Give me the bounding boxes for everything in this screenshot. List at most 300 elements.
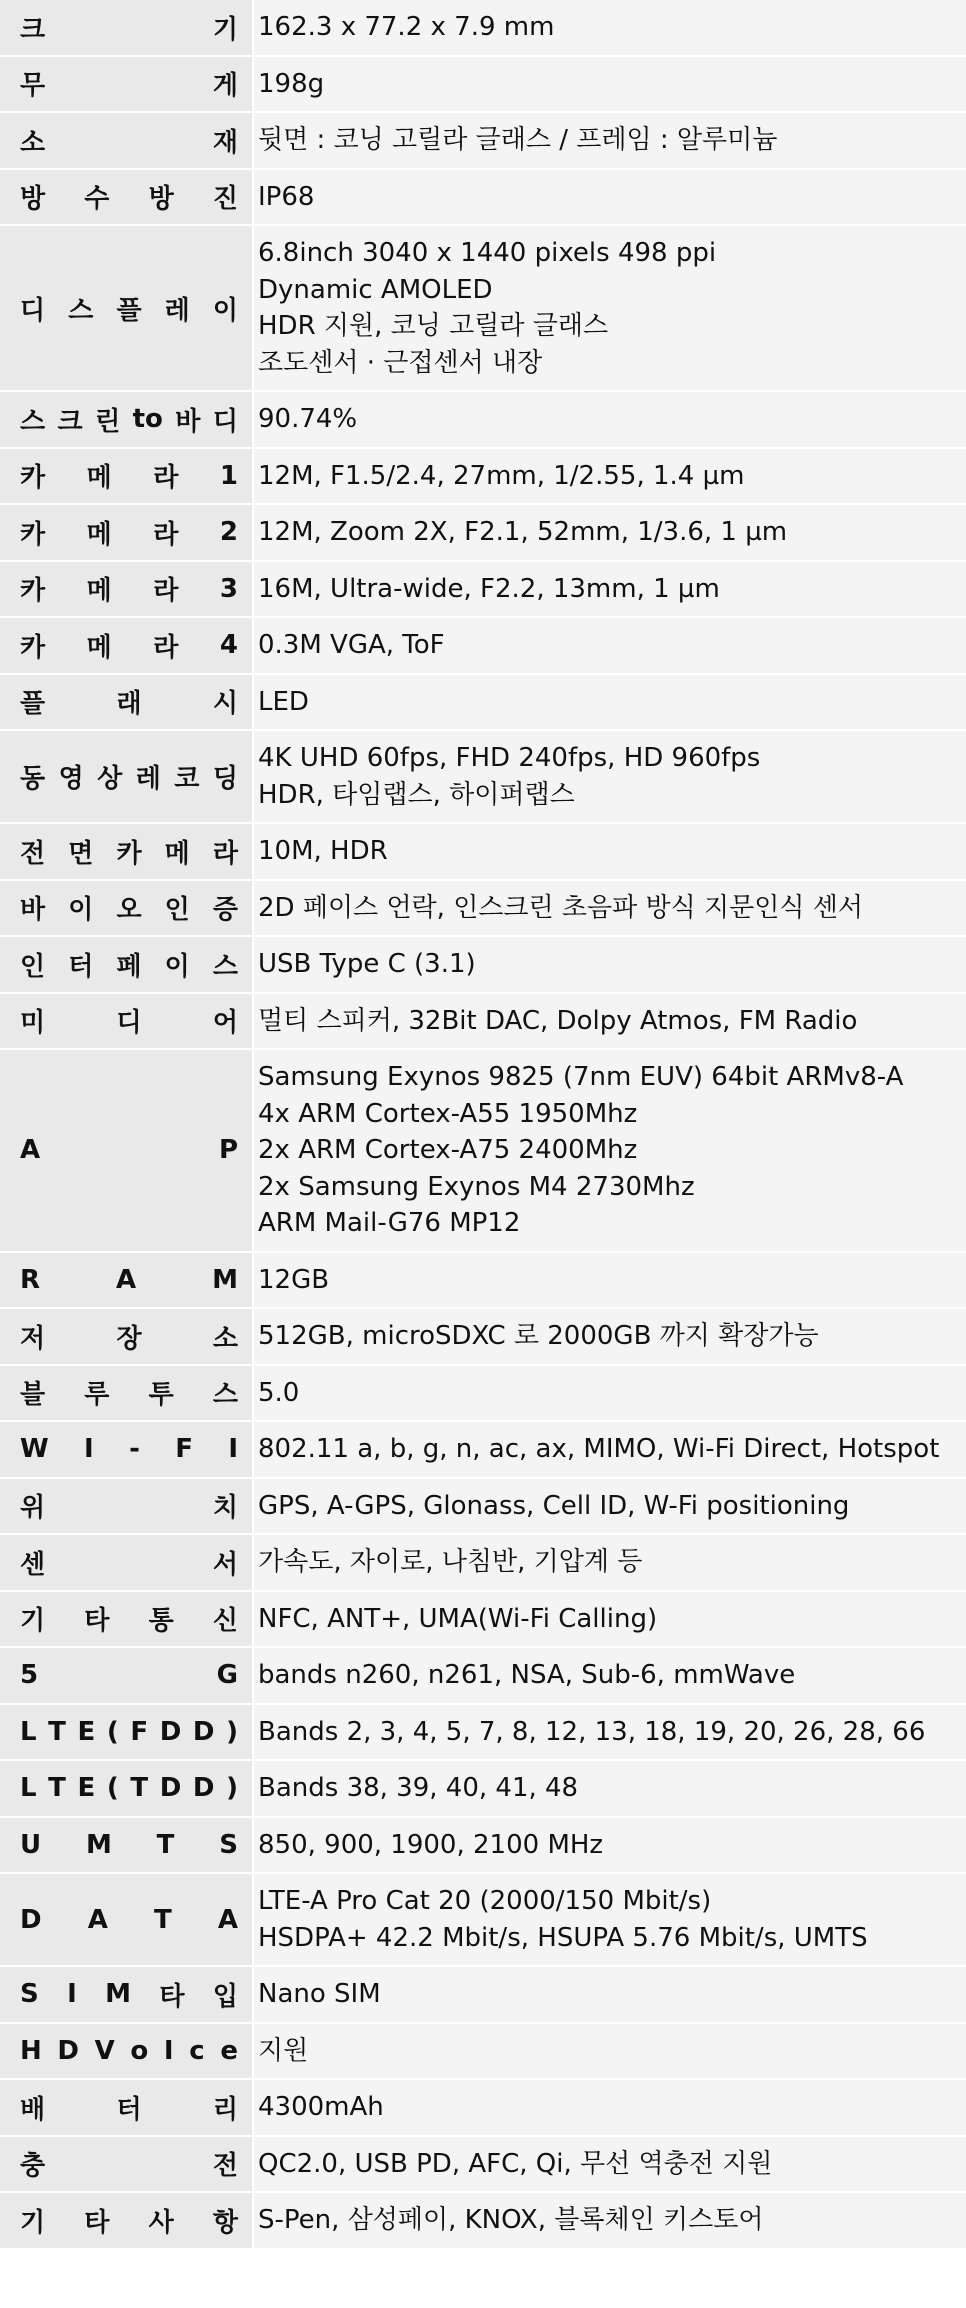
spec-label-char: M (212, 1264, 238, 1295)
spec-label-char: e (220, 2035, 238, 2066)
spec-label (20, 1660, 238, 1690)
spec-label-char: 바 (20, 895, 46, 926)
spec-value-cell (253, 730, 966, 823)
spec-label (20, 122, 238, 159)
spec-value-line: HDR 지원, 코닝 고릴라 글래스 (258, 311, 609, 341)
spec-label-cell (0, 1252, 253, 1309)
spec-label-char: 충 (20, 2151, 46, 2182)
spec-label (20, 1487, 238, 1524)
spec-label (20, 457, 238, 494)
spec-label (20, 1002, 238, 1039)
spec-label-cell (0, 617, 253, 674)
spec-label-char: 2 (219, 517, 238, 548)
spec-label-char: 치 (212, 1493, 238, 1524)
spec-label-cell (0, 1478, 253, 1535)
spec-label-char: 레 (164, 295, 190, 326)
spec-value-line: 90.74% (258, 404, 358, 434)
spec-value-cell (253, 1421, 966, 1478)
spec-label-char: U (20, 1829, 42, 1860)
spec-label-char: 코 (174, 764, 200, 794)
spec-label-char: R (20, 1264, 41, 1295)
spec-row (0, 448, 966, 505)
spec-label-char: 수 (84, 184, 110, 215)
spec-label (20, 290, 238, 327)
spec-row (0, 504, 966, 561)
spec-value-line: 12M, Zoom 2X, F2.1, 52mm, 1/3.6, 1 µm (258, 517, 788, 547)
spec-label-char: 시 (212, 689, 238, 720)
spec-value-cell (253, 391, 966, 448)
spec-value-line: Bands 2, 3, 4, 5, 7, 8, 12, 13, 18, 19, 20, 26, 28, 66 (258, 1716, 926, 1747)
spec-label (20, 65, 238, 102)
spec-label-char: I (84, 1434, 94, 1465)
spec-row (0, 169, 966, 226)
spec-label-char: 스 (212, 951, 238, 982)
spec-row (0, 993, 966, 1050)
spec-label-char: 페 (116, 951, 142, 982)
spec-label-char: ( (106, 1773, 119, 1804)
spec-label-cell (0, 1817, 253, 1874)
spec-row (0, 56, 966, 113)
spec-row (0, 1591, 966, 1648)
spec-label-char: H (20, 2035, 42, 2066)
spec-label-char: 타 (84, 1606, 110, 1637)
spec-label-char: 방 (148, 184, 174, 215)
spec-label-char: 이 (164, 951, 190, 982)
spec-value-cell (253, 2192, 966, 2249)
spec-label-char: 항 (212, 2207, 238, 2238)
spec-label-cell (0, 0, 253, 56)
spec-label (20, 178, 238, 215)
spec-label-char: ) (226, 1716, 238, 1747)
spec-value-line: 0.3M VGA, ToF (258, 630, 445, 660)
spec-label-char: A (20, 1135, 41, 1166)
spec-label-char: 미 (20, 1008, 46, 1039)
spec-label-char: 이 (68, 895, 94, 926)
spec-value-cell (253, 1647, 966, 1704)
spec-label-cell (0, 823, 253, 880)
spec-label-cell (0, 1421, 253, 1478)
spec-label-char: 배 (20, 2094, 46, 2125)
spec-label-char: D (159, 1773, 182, 1804)
spec-row (0, 2079, 966, 2136)
spec-label-char: 리 (212, 2094, 238, 2125)
spec-label (20, 1265, 238, 1295)
spec-label-char: L (20, 1716, 37, 1747)
spec-label-char: 메 (86, 519, 112, 550)
spec-label-char: 터 (116, 2094, 142, 2125)
spec-value-line: LED (258, 686, 309, 717)
spec-value-line: 4x ARM Cortex-A55 1950Mhz (258, 1098, 638, 1129)
spec-value-cell (253, 504, 966, 561)
spec-label-cell (0, 561, 253, 618)
spec-label-char: 입 (212, 1981, 238, 2012)
spec-value-line: IP68 (258, 181, 315, 212)
spec-value-line: 4300mAh (258, 2092, 384, 2122)
spec-row (0, 1647, 966, 1704)
spec-label (20, 401, 238, 438)
spec-label-char: I (67, 1979, 77, 2010)
spec-label-char: G (216, 1660, 238, 1691)
spec-value-cell (253, 1308, 966, 1365)
spec-value-cell (253, 1760, 966, 1817)
spec-label-char: 바 (175, 406, 201, 437)
spec-label-char: T (130, 1773, 149, 1804)
spec-label-char: 오 (116, 895, 142, 926)
spec-label (20, 570, 238, 607)
spec-label-char: - (129, 1434, 140, 1465)
spec-label-char: 라 (153, 576, 179, 607)
spec-label-cell (0, 448, 253, 505)
spec-label-char: P (218, 1135, 238, 1166)
spec-label-char: V (94, 2035, 115, 2066)
spec-row (0, 674, 966, 731)
spec-label (20, 1905, 238, 1935)
spec-value-line: bands n260, n261, NSA, Sub-6, mmWave (258, 1660, 796, 1690)
spec-value-cell (253, 112, 966, 169)
spec-label-cell (0, 169, 253, 226)
spec-row (0, 1365, 966, 1422)
spec-value-line: Dynamic AMOLED (258, 274, 493, 305)
spec-value-line: HSDPA+ 42.2 Mbit/s, HSUPA 5.76 Mbit/s, UMTS (258, 1922, 868, 1953)
spec-label-cell (0, 1704, 253, 1761)
spec-label-char: 라 (212, 838, 238, 869)
spec-label (20, 1544, 238, 1581)
spec-label (20, 683, 238, 720)
spec-label-cell (0, 1873, 253, 1966)
spec-label-cell (0, 730, 253, 823)
spec-value-cell (253, 2136, 966, 2193)
spec-value-line: 4K UHD 60fps, FHD 240fps, HD 960fps (258, 743, 761, 773)
spec-label-char: 장 (116, 1323, 142, 1354)
spec-value-line: 16M, Ultra-wide, F2.2, 13mm, 1 µm (258, 573, 720, 604)
spec-label-char: 기 (212, 14, 238, 45)
spec-label (20, 514, 238, 551)
spec-value-line: LTE-A Pro Cat 20 (2000/150 Mbit/s) (258, 1886, 712, 1916)
spec-label-char: 전 (20, 838, 46, 869)
spec-label-cell (0, 391, 253, 448)
spec-row (0, 823, 966, 880)
spec-label-char: ) (226, 1773, 238, 1804)
spec-label-char: c (189, 2035, 205, 2066)
spec-label-char: 면 (68, 838, 94, 869)
spec-label (20, 2145, 238, 2182)
spec-row (0, 391, 966, 448)
spec-label-char: 재 (212, 127, 238, 158)
spec-label-char: 1 (219, 460, 238, 491)
spec-label-cell (0, 1308, 253, 1365)
spec-label-char: 상 (97, 764, 123, 794)
spec-label-char: 위 (20, 1493, 46, 1524)
spec-label-char: D (192, 1773, 215, 1804)
spec-label (20, 2202, 238, 2239)
spec-value-line: 멀티 스피커, 32Bit DAC, Dolpy Atmos, FM Radio (258, 1005, 858, 1036)
spec-row (0, 617, 966, 674)
spec-label-char: 인 (164, 895, 190, 926)
spec-value-line: 10M, HDR (258, 836, 388, 866)
spec-label-char: A (217, 1904, 238, 1935)
spec-row (0, 1478, 966, 1535)
spec-label-char: T (48, 1716, 66, 1747)
spec-row (0, 1966, 966, 2023)
spec-value-line: 가속도, 자이로, 나침반, 기압계 등 (258, 1547, 643, 1577)
spec-label (20, 1374, 238, 1411)
spec-label (20, 627, 238, 664)
spec-label (20, 1976, 238, 2013)
spec-label-char: 린 (95, 406, 121, 437)
spec-label-cell (0, 993, 253, 1050)
spec-label-char: 플 (116, 295, 142, 326)
spec-value-line: QC2.0, USB PD, AFC, Qi, 무선 역충전 지원 (258, 2148, 773, 2179)
spec-label-cell (0, 1966, 253, 2023)
spec-label-char: 인 (20, 951, 46, 982)
spec-label-char: D (20, 1904, 42, 1935)
spec-label-cell (0, 504, 253, 561)
spec-label-char: 블 (20, 1380, 46, 1411)
spec-value-cell (253, 1591, 966, 1648)
spec-value-line: 5.0 (258, 1377, 300, 1408)
spec-label-cell (0, 1049, 253, 1252)
spec-label-char: D (57, 2035, 79, 2066)
spec-label-char: 무 (20, 71, 46, 102)
spec-label-char: 라 (153, 632, 179, 663)
spec-label (20, 946, 238, 983)
spec-label-cell (0, 2192, 253, 2249)
spec-row (0, 2136, 966, 2193)
spec-row (0, 0, 966, 56)
spec-label-char: 레 (135, 764, 161, 794)
spec-label-char: to (132, 404, 163, 435)
spec-value-cell (253, 1252, 966, 1309)
spec-value-cell (253, 56, 966, 113)
spec-label-char: 메 (164, 838, 190, 869)
spec-label-char: 루 (84, 1380, 110, 1411)
spec-label (20, 2089, 238, 2126)
spec-label-char: A (87, 1904, 108, 1935)
spec-label-char: 라 (153, 463, 179, 494)
spec-label-cell (0, 1365, 253, 1422)
spec-label-char: 디 (212, 406, 238, 437)
spec-value-cell (253, 1534, 966, 1591)
spec-label-char: F (130, 1716, 149, 1747)
spec-label-char: M (105, 1979, 132, 2010)
spec-label-char: 센 (20, 1549, 46, 1580)
spec-value-cell (253, 169, 966, 226)
spec-value-line: S-Pen, 삼성페이, KNOX, 블록체인 키스토어 (258, 2205, 764, 2235)
spec-label (20, 1434, 238, 1464)
spec-value-cell (253, 2079, 966, 2136)
spec-value-cell (253, 561, 966, 618)
spec-label-cell (0, 225, 253, 391)
spec-label (20, 2036, 238, 2066)
spec-label-char: 어 (212, 1008, 238, 1039)
spec-value-cell (253, 936, 966, 993)
spec-label-char: I (228, 1434, 238, 1465)
spec-value-cell (253, 0, 966, 56)
spec-label-char: 동 (20, 764, 46, 794)
spec-label-char: 영 (58, 764, 84, 794)
spec-row (0, 730, 966, 823)
spec-value-line: Nano SIM (258, 1979, 381, 2009)
spec-label-char: 3 (219, 573, 238, 604)
spec-label (20, 1830, 238, 1860)
spec-value-cell (253, 1704, 966, 1761)
spec-label-char: 스 (212, 1380, 238, 1411)
spec-row (0, 880, 966, 937)
spec-label-char: 방 (20, 184, 46, 215)
spec-value-line: 2x Samsung Exynos M4 2730Mhz (258, 1171, 695, 1202)
spec-row (0, 561, 966, 618)
spec-label-char: 스 (68, 295, 94, 326)
spec-label-cell (0, 2023, 253, 2080)
spec-label-char: 기 (20, 1606, 46, 1637)
spec-value-line: 2x ARM Cortex-A75 2400Mhz (258, 1135, 638, 1165)
spec-label (20, 1318, 238, 1355)
spec-label-cell (0, 1647, 253, 1704)
spec-value-line: NFC, ANT+, UMA(Wi-Fi Calling) (258, 1603, 658, 1634)
spec-label-char: 소 (20, 127, 46, 158)
spec-value-line: HDR, 타임랩스, 하이퍼랩스 (258, 779, 575, 810)
spec-value-line: 12GB (258, 1264, 330, 1295)
spec-label-char: S (20, 1979, 39, 2010)
spec-value-cell (253, 674, 966, 731)
spec-row (0, 1252, 966, 1309)
spec-label-char: 카 (20, 463, 46, 494)
spec-label-cell (0, 674, 253, 731)
spec-label-char: M (85, 1829, 112, 1860)
spec-label (20, 1135, 238, 1165)
spec-label (20, 1600, 238, 1637)
spec-label-char: 크 (20, 14, 46, 45)
spec-label-char: 이 (212, 295, 238, 326)
spec-label-char: 터 (68, 951, 94, 982)
spec-label-char: 디 (116, 1008, 142, 1039)
spec-value-cell (253, 993, 966, 1050)
spec-label (20, 833, 238, 870)
spec-label-char: 서 (212, 1549, 238, 1580)
spec-label-char: 카 (20, 632, 46, 663)
spec-label-char: S (219, 1829, 238, 1860)
spec-value-cell (253, 823, 966, 880)
spec-row (0, 1873, 966, 1966)
spec-label-char: D (159, 1716, 182, 1747)
spec-row (0, 936, 966, 993)
spec-label-char: T (153, 1904, 172, 1935)
spec-row (0, 1308, 966, 1365)
spec-value-cell (253, 1817, 966, 1874)
spec-label (20, 9, 238, 46)
spec-value-cell (253, 1873, 966, 1966)
spec-value-cell (253, 1966, 966, 2023)
spec-label-char: 기 (20, 2207, 46, 2238)
spec-row (0, 1421, 966, 1478)
spec-value-line: Samsung Exynos 9825 (7nm EUV) 64bit ARMv8-A (258, 1062, 904, 1092)
spec-label-cell (0, 56, 253, 113)
spec-label-cell (0, 2136, 253, 2193)
spec-label-cell (0, 936, 253, 993)
spec-label-cell (0, 2079, 253, 2136)
spec-label (20, 889, 238, 926)
spec-row (0, 112, 966, 169)
spec-value-line: 850, 900, 1900, 2100 MHz (258, 1829, 604, 1860)
spec-label-char: 4 (219, 630, 238, 661)
spec-value-cell (253, 617, 966, 674)
spec-value-line: 뒷면 : 코닝 고릴라 글래스 / 프레임 : 알루미늄 (258, 125, 778, 155)
spec-label-char: 타 (159, 1981, 185, 2012)
spec-label-char: 신 (212, 1606, 238, 1637)
spec-label-char: 카 (116, 838, 142, 869)
spec-label-char: E (77, 1773, 96, 1804)
spec-value-line: USB Type C (3.1) (258, 949, 476, 979)
spec-label (20, 1717, 238, 1747)
spec-label-char: 5 (20, 1660, 39, 1691)
spec-value-line: 198g (258, 68, 325, 99)
spec-row (0, 1817, 966, 1874)
spec-label-char: 통 (148, 1606, 174, 1637)
spec-label-cell (0, 880, 253, 937)
spec-row (0, 1049, 966, 1252)
spec-label-char: 플 (20, 689, 46, 720)
spec-value-line: ARM Mail-G76 MP12 (258, 1208, 521, 1238)
spec-label-char: 게 (212, 71, 238, 102)
spec-label-char: 증 (212, 895, 238, 926)
spec-row (0, 225, 966, 391)
spec-value-line: 조도센서 · 근접센서 내장 (258, 347, 543, 378)
spec-value-cell (253, 1365, 966, 1422)
spec-label-char: D (192, 1716, 215, 1747)
spec-label-cell (0, 112, 253, 169)
spec-label-char: ( (106, 1716, 119, 1747)
spec-label-char: 사 (148, 2207, 174, 2238)
spec-row (0, 2192, 966, 2249)
spec-label-char: T (156, 1829, 175, 1860)
spec-value-cell (253, 2023, 966, 2080)
spec-value-cell (253, 880, 966, 937)
spec-label (20, 758, 238, 795)
spec-value-line: 802.11 a, b, g, n, ac, ax, MIMO, Wi-Fi Direct, Hotspot (258, 1434, 940, 1464)
spec-value-cell (253, 225, 966, 391)
spec-label-char: 타 (84, 2207, 110, 2238)
spec-label-char: 디 (20, 295, 46, 326)
spec-row (0, 1534, 966, 1591)
spec-value-line: 12M, F1.5/2.4, 27mm, 1/2.55, 1.4 µm (258, 460, 745, 491)
spec-value-line: 512GB, microSDXC 로 2000GB 까지 확장가능 (258, 1321, 819, 1351)
spec-label-char: 전 (212, 2151, 238, 2182)
spec-value-cell (253, 448, 966, 505)
spec-label-char: 소 (212, 1323, 238, 1354)
spec-value-line: 2D 페이스 언락, 인스크린 초음파 방식 지문인식 센서 (258, 892, 864, 923)
spec-row (0, 2023, 966, 2080)
spec-label-char: o (130, 2035, 149, 2066)
spec-value-line: 6.8inch 3040 x 1440 pixels 498 ppi (258, 238, 717, 268)
spec-value-line: 162.3 x 77.2 x 7.9 mm (258, 12, 555, 42)
spec-row (0, 1704, 966, 1761)
spec-label-char: I (163, 2035, 174, 2066)
spec-label-cell (0, 1760, 253, 1817)
spec-label-char: 크 (57, 406, 83, 437)
spec-label (20, 1773, 238, 1803)
spec-label-char: 투 (148, 1380, 174, 1411)
spec-label-char: L (20, 1773, 37, 1804)
spec-label-char: 메 (86, 576, 112, 607)
spec-label-char: 딩 (212, 764, 238, 794)
spec-value-line: 지원 (258, 2035, 309, 2066)
spec-label-char: 메 (86, 463, 112, 494)
spec-label-char: 카 (20, 576, 46, 607)
spec-value-cell (253, 1478, 966, 1535)
spec-row (0, 1760, 966, 1817)
spec-label-char: W (20, 1434, 49, 1465)
spec-label-char: 메 (86, 632, 112, 663)
